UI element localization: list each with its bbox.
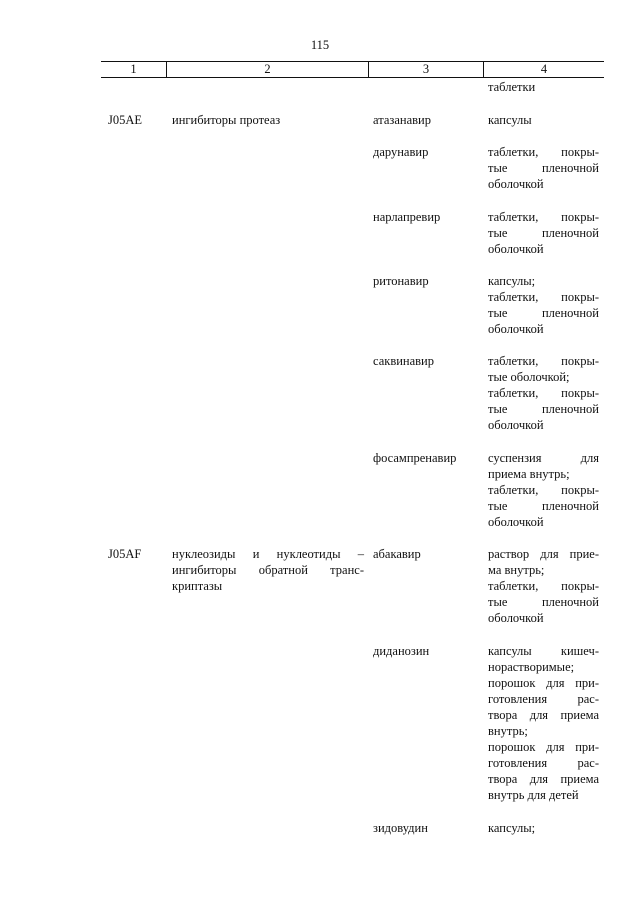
dosage-form-line: твора для приема bbox=[488, 772, 599, 786]
dosage-form-line: таблетки, покры- bbox=[488, 145, 599, 159]
dosage-form bbox=[488, 144, 599, 192]
dosage-form-line: внутрь; bbox=[488, 724, 528, 738]
dosage-form bbox=[488, 450, 599, 530]
dosage-form-line: оболочкой bbox=[488, 177, 544, 191]
dosage-form bbox=[488, 820, 599, 836]
dosage-form-line: таблетки, покры- bbox=[488, 354, 599, 368]
page-number: 115 bbox=[310, 38, 330, 52]
dosage-form-line: капсулы; bbox=[488, 821, 536, 835]
dosage-form bbox=[488, 546, 599, 626]
header-col-2: 2 bbox=[264, 62, 271, 76]
dosage-form-line: оболочкой bbox=[488, 515, 544, 529]
pharm-group bbox=[172, 546, 364, 594]
dosage-form-line: оболочкой bbox=[488, 322, 544, 336]
dosage-form-line: тые пленочной bbox=[488, 402, 599, 416]
dosage-form bbox=[488, 209, 599, 257]
header-col-1: 1 bbox=[130, 62, 137, 76]
drug-name: нарлапревир bbox=[373, 210, 441, 224]
drug-name: диданозин bbox=[373, 644, 430, 658]
dosage-form-line: суспензия для bbox=[488, 451, 599, 465]
dosage-form-line: норастворимые; bbox=[488, 660, 575, 674]
atc-code: J05AF bbox=[108, 547, 142, 561]
drug-name: фосампренавир bbox=[373, 451, 457, 465]
dosage-form bbox=[488, 353, 599, 433]
drug-name: саквинавир bbox=[373, 354, 434, 368]
drug-name: абакавир bbox=[373, 547, 421, 561]
dosage-form-line: приема внутрь; bbox=[488, 467, 570, 481]
atc-code: J05AE bbox=[108, 113, 143, 127]
dosage-form-line: порошок для при- bbox=[488, 740, 599, 754]
drug-name: ритонавир bbox=[373, 274, 429, 288]
pharm-group-line: ингибиторы протеаз bbox=[172, 113, 281, 127]
dosage-form-line: оболочкой bbox=[488, 418, 544, 432]
dosage-form-line: тые пленочной bbox=[488, 595, 599, 609]
dosage-form-line: раствор для прие- bbox=[488, 547, 599, 561]
dosage-form-line: ма внутрь; bbox=[488, 563, 545, 577]
dosage-form-line: таблетки, покры- bbox=[488, 290, 599, 304]
dosage-form-line: таблетки, покры- bbox=[488, 483, 599, 497]
dosage-form-line: капсулы кишеч- bbox=[488, 644, 599, 658]
dosage-form-line: таблетки, покры- bbox=[488, 210, 599, 224]
dosage-form-line: тые оболочкой; bbox=[488, 370, 570, 384]
dosage-form bbox=[488, 112, 599, 128]
drug-name: атазанавир bbox=[373, 113, 431, 127]
dosage-form-line: порошок для при- bbox=[488, 676, 599, 690]
dosage-form bbox=[488, 643, 599, 803]
dosage-form-line: капсулы; bbox=[488, 274, 536, 288]
dosage-form-line: таблетки, покры- bbox=[488, 579, 599, 593]
dosage-form-line: капсулы bbox=[488, 113, 532, 127]
table-header bbox=[101, 61, 604, 78]
pharm-group-line: криптазы bbox=[172, 579, 223, 593]
dosage-form-line: готовления рас- bbox=[488, 756, 599, 770]
dosage-form-line: оболочкой bbox=[488, 611, 544, 625]
header-col-3: 3 bbox=[422, 62, 430, 76]
dosage-form-line: твора для приема bbox=[488, 708, 599, 722]
dosage-form-line: тые пленочной bbox=[488, 161, 599, 175]
dosage-form bbox=[488, 273, 599, 337]
dosage-form bbox=[488, 79, 599, 95]
pharm-group-line: нуклеозиды и нуклеотиды – bbox=[172, 547, 364, 561]
dosage-form-line: внутрь для детей bbox=[488, 788, 579, 802]
dosage-form-line: тые пленочной bbox=[488, 226, 599, 240]
dosage-form-line: таблетки, покры- bbox=[488, 386, 599, 400]
dosage-form-line: готовления рас- bbox=[488, 692, 599, 706]
drug-name: зидовудин bbox=[373, 821, 428, 835]
dosage-form-line: таблетки bbox=[488, 80, 536, 94]
dosage-form-line: тые пленочной bbox=[488, 306, 599, 320]
header-col-4: 4 bbox=[540, 62, 548, 76]
drug-name: дарунавир bbox=[373, 145, 429, 159]
dosage-form-line: оболочкой bbox=[488, 242, 544, 256]
dosage-form-line: тые пленочной bbox=[488, 499, 599, 513]
pharm-group bbox=[172, 112, 364, 128]
pharm-group-line: ингибиторы обратной транс- bbox=[172, 563, 364, 577]
